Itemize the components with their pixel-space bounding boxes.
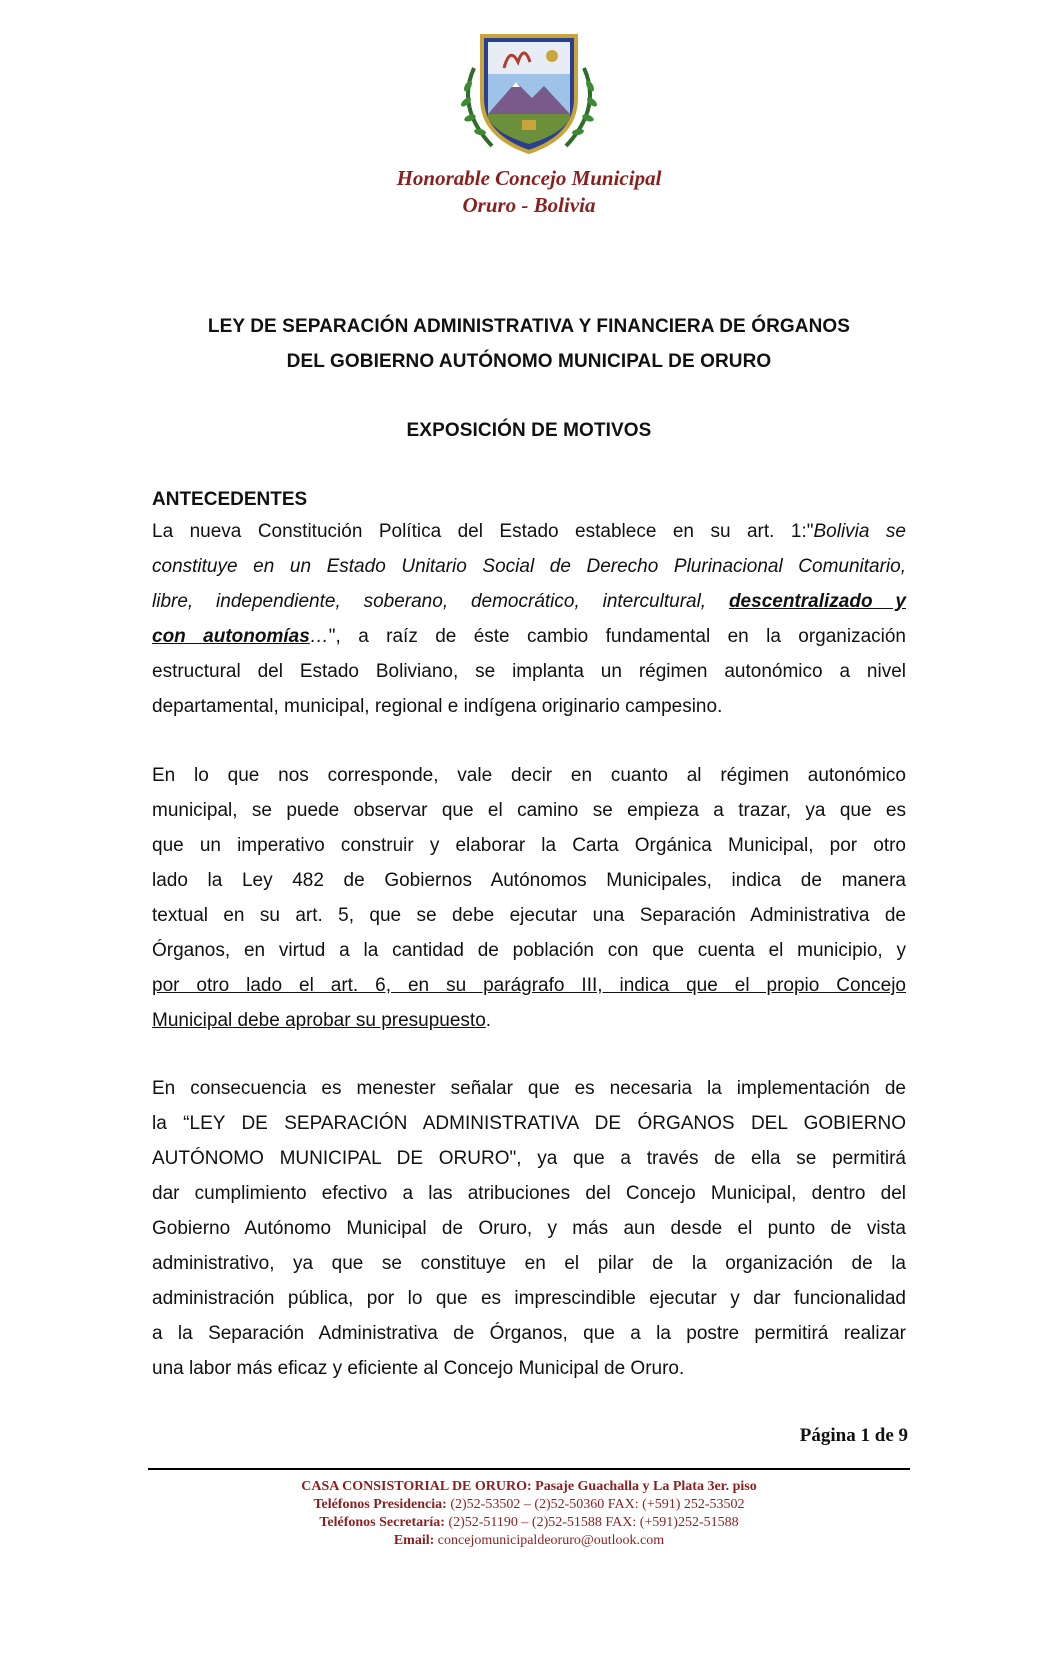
italic-quote: constituye en un Estado Unitario Social de Derecho Plurinacional Comunitario, — [152, 556, 906, 577]
text-line: estructural del Estado Boliviano, se implanta un régimen autonómico a nivel — [152, 661, 906, 682]
text-line: administración pública, por lo que es imprescindible ejecutar y dar funcionalidad — [152, 1288, 906, 1309]
footer-value: (2)52-51190 – (2)52-51588 FAX: (+591)252-51588 — [444, 1515, 739, 1530]
text-line: textual en su art. 5, que se debe ejecutar una Separación Administrativa de — [152, 905, 906, 926]
text-line: una labor más eficaz y eficiente al Concejo Municipal de Oruro. — [152, 1358, 685, 1379]
emphasis-text: con autonomías — [152, 626, 310, 647]
text-line — [152, 1003, 906, 1038]
text-line — [152, 514, 906, 549]
footer-value: (2)52-53502 – (2)52-50360 FAX: (+591) 252-53502 — [446, 1497, 745, 1512]
text-line: lado la Ley 482 de Gobiernos Autónomos Municipales, indica de manera — [152, 870, 906, 891]
page-number: Página 1 de 9 — [799, 1425, 908, 1446]
document-subtitle: EXPOSICIÓN DE MOTIVOS — [406, 420, 652, 441]
email-link[interactable]: concejomunicipaldeoruro@outlook.com — [434, 1533, 665, 1548]
text-line: administrativo, ya que se constituye en el pilar de la organización de la — [152, 1253, 906, 1274]
footer-address — [0, 1478, 1058, 1496]
text-line — [152, 549, 906, 584]
paragraph-consecuencia — [152, 1071, 906, 1386]
text-line — [152, 584, 906, 619]
text-run: ", a raíz de éste cambio fundamental en la organización — [328, 626, 906, 647]
text-line — [152, 619, 906, 654]
text-line: por otro lado el art. 6, en su parágrafo III, indica que el propio Concejo — [152, 975, 906, 996]
footer-divider — [148, 1468, 910, 1470]
text-line: municipal, se puede observar que el camino se empieza a trazar, ya que es — [152, 800, 906, 821]
text-line: En lo que nos corresponde, vale decir en cuanto al régimen autonómico — [152, 765, 906, 786]
footer-email — [0, 1532, 1058, 1550]
section-heading: ANTECEDENTES — [152, 489, 308, 510]
text-line: En consecuencia es menester señalar que es necesaria la implementación de — [152, 1078, 906, 1099]
text-line: Gobierno Autónomo Municipal de Oruro, y más aun desde el punto de vista — [152, 1218, 906, 1239]
footer — [0, 1478, 1058, 1550]
footer-phones-secretaria — [0, 1514, 1058, 1532]
institution-location: Oruro - Bolivia — [462, 193, 596, 217]
text-line: la “LEY DE SEPARACIÓN ADMINISTRATIVA DE ÓRGANOS DEL GOBIERNO — [152, 1113, 906, 1134]
italic-quote: … — [309, 626, 329, 647]
footer-phones-presidencia — [0, 1496, 1058, 1514]
footer-label: Email: — [393, 1533, 435, 1548]
text-run: . — [485, 1010, 492, 1031]
underlined-text: Municipal debe aprobar su presupuesto — [152, 1010, 486, 1031]
italic-quote: Bolivia se — [813, 521, 906, 542]
text-line: que un imperativo construir y elaborar la Carta Orgánica Municipal, por otro — [152, 835, 906, 856]
italic-quote: libre, independiente, soberano, democrático, intercultural, — [152, 591, 729, 612]
text-line: AUTÓNOMO MUNICIPAL DE ORURO", ya que a través de ella se permitirá — [152, 1148, 906, 1169]
emphasis-text: descentralizado y — [728, 591, 906, 612]
footer-label: Teléfonos Secretaría: — [319, 1515, 445, 1530]
text-line: a la Separación Administrativa de Órganos, que a la postre permitirá realizar — [152, 1323, 906, 1344]
paragraph-regimen — [152, 758, 906, 1038]
document-title-line1: LEY DE SEPARACIÓN ADMINISTRATIVA Y FINANCIERA DE ÓRGANOS — [207, 316, 851, 337]
text-line: Órganos, en virtud a la cantidad de población con que cuenta el municipio, y — [152, 940, 906, 961]
text-line: departamental, municipal, regional e indígena originario campesino. — [152, 696, 723, 717]
text-line: dar cumplimiento efectivo a las atribuciones del Concejo Municipal, dentro del — [152, 1183, 906, 1204]
text-run: La nueva Constitución Política del Estado establece en su art. 1:" — [152, 521, 814, 542]
paragraph-antecedentes — [152, 514, 906, 724]
municipal-crest-logo — [452, 28, 606, 158]
document-title-line2: DEL GOBIERNO AUTÓNOMO MUNICIPAL DE ORURO — [286, 351, 772, 372]
footer-address-text: CASA CONSISTORIAL DE ORURO: Pasaje Guachalla y La Plata 3er. piso — [301, 1479, 757, 1494]
institution-name: Honorable Concejo Municipal — [396, 166, 662, 190]
footer-label: Teléfonos Presidencia: — [313, 1497, 447, 1512]
